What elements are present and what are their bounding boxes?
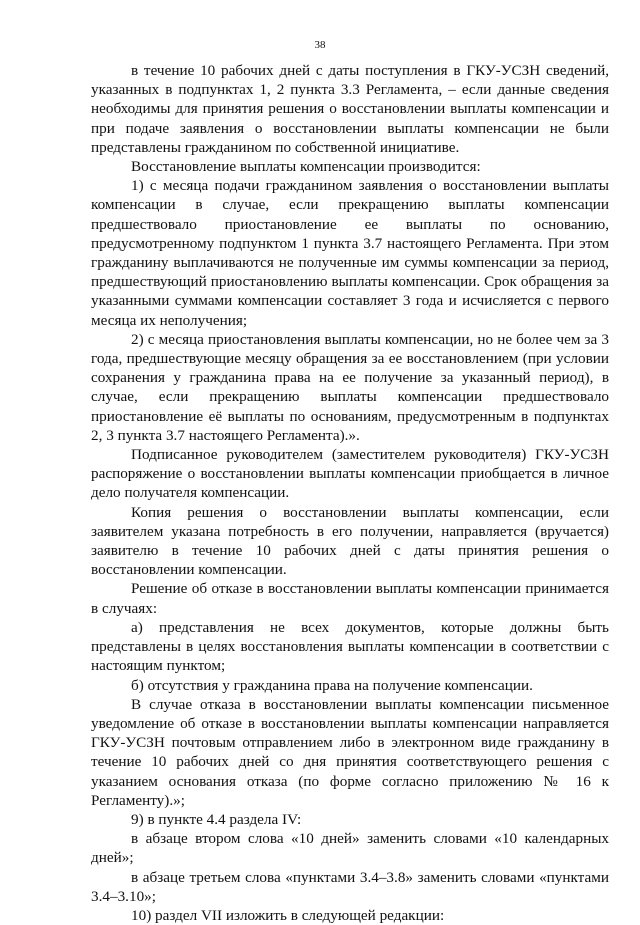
paragraph-case-b: б) отсутствия у гражданина права на получение компенсации. [131,676,533,694]
document-body [91,61,609,925]
paragraph-signed-order: Подписанное руководителем (заместителем руководителя) ГКУ-УСЗН распоряжение о восстановлении выплаты компенсации приобщается в личное дело получателя компенсации. [91,446,609,502]
paragraph-case-a: а) представления не всех документов, которые должны быть представлены в целях восстановления выплаты компенсации в соответствии с настоящим пунктом; [91,618,609,675]
paragraph-refusal-cases: Решение об отказе в восстановлении выплаты компенсации принимается в случаях: [91,580,609,617]
paragraph-abzac-3: в абзаце третьем слова «пунктами 3.4–3.8» заменить словами «пунктами 3.4–3.10»; [91,868,609,905]
paragraph-item-9: 9) в пункте 4.4 раздела IV: [131,810,302,828]
paragraph-continuation: в течение 10 рабочих дней с даты поступления в ГКУ-УСЗН сведений, указанных в подпунктах 1, 2 пункта 3.3 Регламента, – если данные сведения необходимы для принятия решения о восстановлении выплаты компенсации и при подаче заявления о восстановлении выплаты компенсации не были представлены гражданином по собственной инициативе. [91,62,609,156]
paragraph-restoration-intro: Восстановление выплаты компенсации производится: [131,158,481,176]
paragraph-refusal-notice: В случае отказа в восстановлении выплаты компенсации письменное уведомление об отказе в восстановлении выплаты компенсации направляется ГКУ-УСЗН почтовым отправлением либо в электронном виде гражданину в течение 10 рабочих дней со дня принятия соответствующего решения с указанием основания отказа (по форме согласно приложению № 16 к Регламенту).»; [91,695,609,809]
paragraph-item-2: 2) с месяца приостановления выплаты компенсации, но не более чем за 3 года, предшествующие месяцу обращения за ее восстановлением (при условии сохранения у гражданина права на ее получение за указанный период), в случае, если прекращению выплаты компенсации предшествовало приостановление её выплаты по основаниям, предусмотренным в подпунктах 2, 3 пункта 3.7 настоящего Регламента).». [91,330,609,444]
paragraph-item-1: 1) с месяца подачи гражданином заявления о восстановлении выплаты компенсации в случае, если прекращению выплаты компенсации предшествовало приостановление ее выплаты по основанию, предусмотренному подпунктом 1 пункта 3.7 настоящего Регламента. При этом гражданину выплачиваются не полученные им суммы компенсации за период, предшествующий приостановлению выплаты компенсации. Срок обращения за указанными суммами компенсации составляет 3 года и исчисляется с первого месяца их неполучения; [91,177,609,329]
paragraph-item-10: 10) раздел VII изложить в следующей редакции: [131,906,445,924]
paragraph-decision-copy: Копия решения о восстановлении выплаты компенсации, если заявителем указана потребность в его получении, направляется (вручается) заявителю в течение 10 рабочих дней с даты принятия решения о восстановлении компенсации. [91,503,609,579]
paragraph-abzac-2: в абзаце втором слова «10 дней» заменить словами «10 календарных дней»; [91,830,609,867]
page-number: 38 [314,39,326,51]
